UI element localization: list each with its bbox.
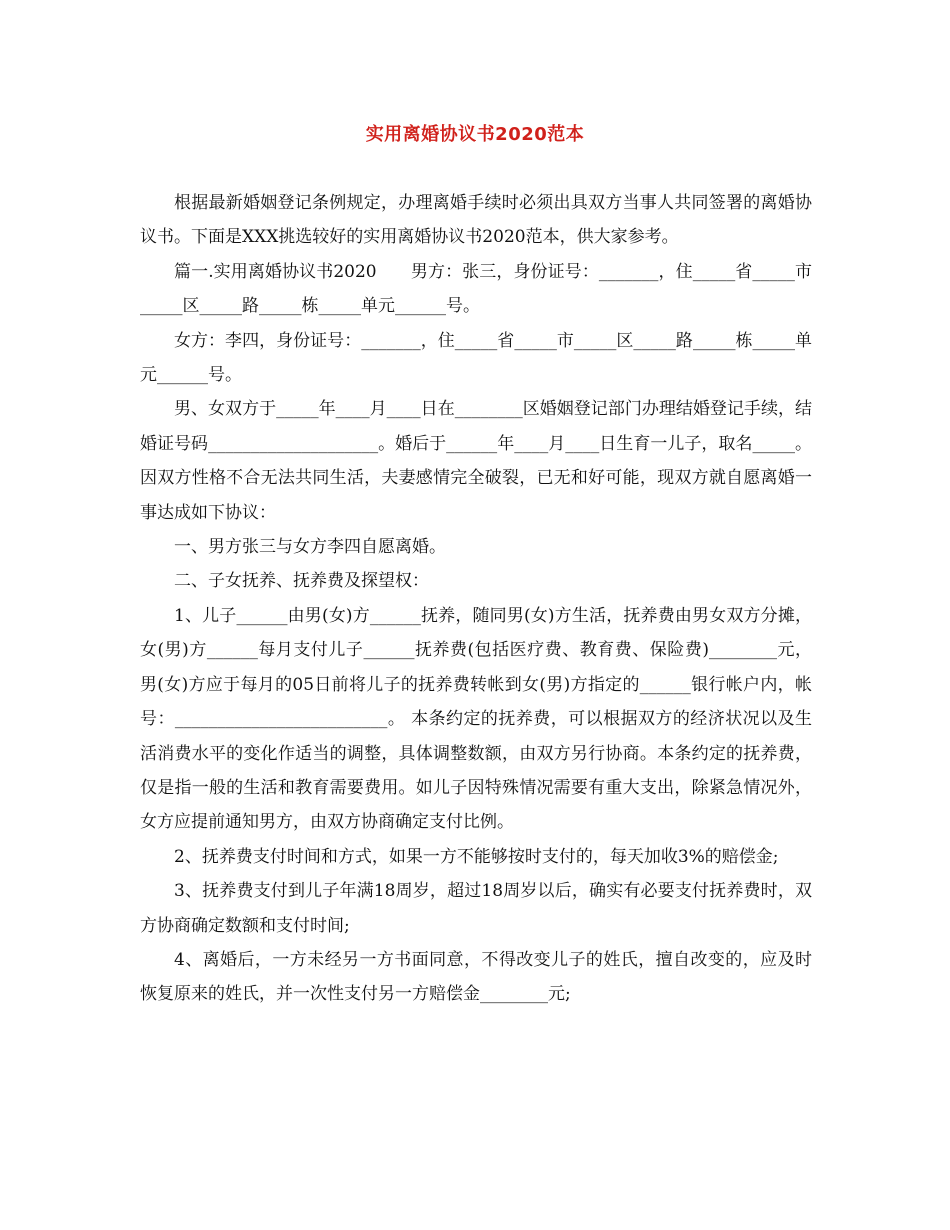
paragraph-item-1: 1、儿子______由男(女)方______抚养，随同男(女)方生活，抚养费由男女双方分摊，女(男)方______每月支付儿子______抚养费(包括医疗费、教育费、保险费)________元，男(女)方应于每月的05日前将儿子的抚养费转帐到女(男)方指定的______银行帐户内，帐号：_________________________。 本条约定的抚养费，可以根据双方的经济状况以及生活消费水平的变化作适当的调整，具体调整数额，由双方另行协商。本条约定的抚养费，仅是指一般的生活和教育需要费用。如儿子因特殊情况需要有重大支出，除紧急情况外，女方应提前通知男方，由双方协商确定支付比例。: [140, 605, 812, 833]
paragraph-item-3: 3、抚养费支付到儿子年满18周岁，超过18周岁以后，确实有必要支付抚养费时，双方协商确定数额和支付时间;: [140, 881, 812, 936]
paragraph-female-party: 女方：李四，身份证号：_______，住_____省_____市_____区_____路_____栋_____单元______号。: [140, 330, 812, 386]
paragraph-clause-2-heading: 二、子女抚养、抚养费及探望权：: [174, 571, 429, 592]
document-title: 实用离婚协议书2020范本: [365, 124, 585, 145]
paragraph-male-party: 篇一.实用离婚协议书2020 男方：张三，身份证号：_______，住_____省_____市_____区_____路_____栋_____单元______号。: [140, 261, 812, 317]
paragraph-item-4: 4、离婚后，一方未经另一方书面同意，不得改变儿子的姓氏，擅自改变的，应及时恢复原来的姓氏，并一次性支付另一方赔偿金________元;: [140, 949, 812, 1005]
paragraph-clause-1: 一、男方张三与女方李四自愿离婚。: [174, 537, 446, 558]
paragraph-intro: 根据最新婚姻登记条例规定，办理离婚手续时必须出具双方当事人共同签署的离婚协议书。下面是XXX挑选较好的实用离婚协议书2020范本，供大家参考。: [140, 193, 812, 248]
paragraph-marriage-info: 男、女双方于_____年____月____日在________区婚姻登记部门办理结婚登记手续，结婚证号码____________________。婚后于______年____月____日生育一儿子，取名_____。因双方性格不合无法共同生活，夫妻感情完全破裂，已无和好可能，现双方就自愿离婚一事达成如下协议：: [140, 399, 812, 523]
paragraph-item-2: 2、抚养费支付时间和方式，如果一方不能够按时支付的，每天加收3%的赔偿金;: [174, 846, 779, 867]
document-body: [140, 186, 812, 1012]
